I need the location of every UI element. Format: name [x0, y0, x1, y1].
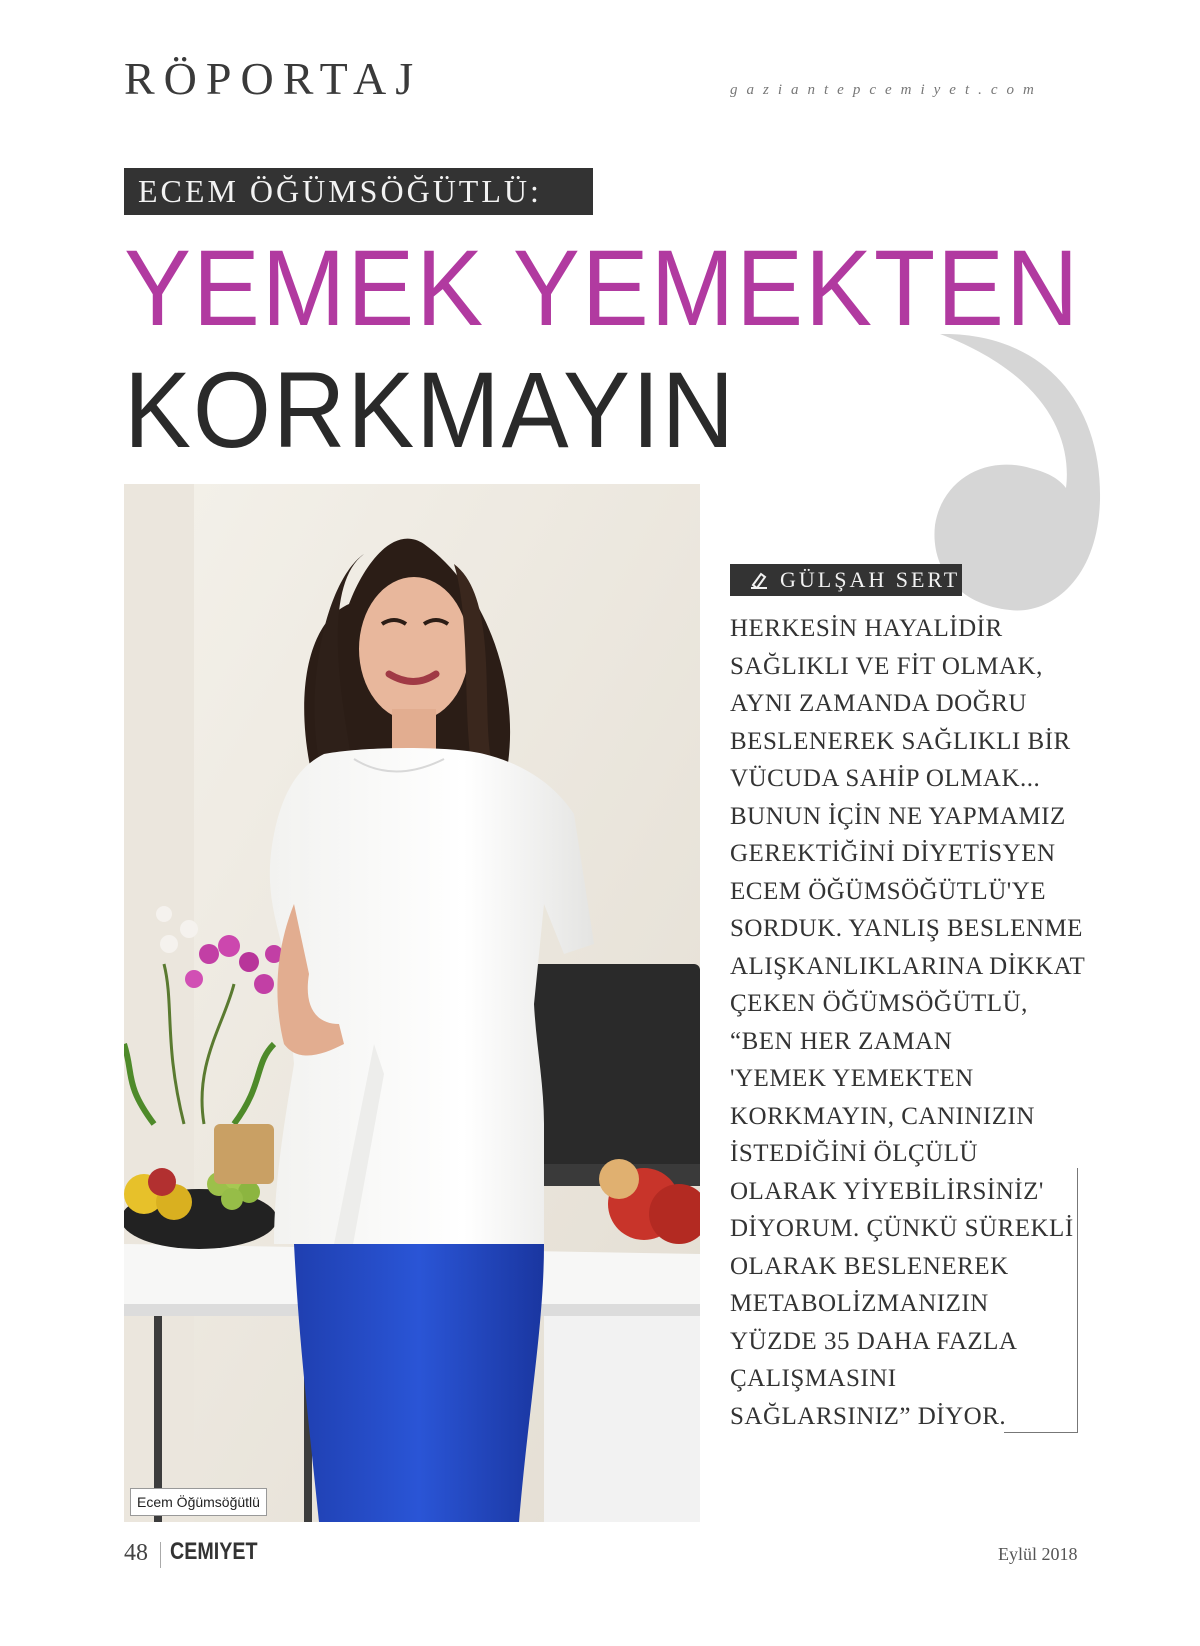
intro-line: GEREKTİĞİNİ DİYETİSYEN	[730, 840, 1056, 867]
pen-icon	[750, 571, 768, 589]
intro-line: SORDUK. YANLIŞ BESLENME	[730, 915, 1083, 942]
intro-line: YÜZDE 35 DAHA FAZLA	[730, 1327, 1018, 1355]
intro-line: ECEM ÖĞÜMSÖĞÜTLÜ'YE	[730, 877, 1047, 905]
intro-line: OLARAK YİYEBİLİRSİNİZ'	[730, 1177, 1044, 1205]
intro-line: KORKMAYIN, CANINIZIN	[730, 1102, 1035, 1130]
magazine-name: CEMIYET	[170, 1538, 258, 1565]
website-url[interactable]: gaziantepcemiyet.com	[730, 82, 1043, 98]
intro-line: BUNUN İÇİN NE YAPMAMIZ	[730, 802, 1066, 830]
portrait-illustration	[124, 484, 700, 1522]
portrait-photo	[124, 484, 700, 1522]
interviewee-name-banner: ECEM ÖĞÜMSÖĞÜTLÜ:	[124, 168, 593, 215]
article-intro	[730, 610, 1090, 1435]
section-label: RÖPORTAJ	[124, 53, 423, 104]
author-name: GÜLŞAH SERT	[780, 567, 961, 592]
intro-line: DİYORUM. ÇÜNKÜ SÜREKLİ	[730, 1215, 1074, 1242]
intro-line: ÇEKEN ÖĞÜMSÖĞÜTLÜ,	[730, 990, 1028, 1017]
intro-line: AYNI ZAMANDA DOĞRU	[730, 690, 1027, 717]
headline-line-1: YEMEK YEMEKTEN	[124, 227, 1081, 348]
issue-date: Eylül 2018	[998, 1544, 1078, 1564]
intro-line: OLARAK BESLENEREK	[730, 1252, 1009, 1280]
intro-line: SAĞLIKLI VE FİT OLMAK,	[730, 652, 1043, 680]
intro-line: “BEN HER ZAMAN	[730, 1027, 953, 1055]
author-byline	[730, 564, 962, 596]
intro-line: ÇALIŞMASINI	[730, 1365, 897, 1392]
intro-bracket-horizontal	[1004, 1432, 1078, 1433]
intro-line: HERKESİN HAYALİDİR	[730, 615, 1003, 642]
intro-line: VÜCUDA SAHİP OLMAK...	[730, 765, 1041, 792]
intro-line: BESLENEREK SAĞLIKLI BİR	[730, 727, 1071, 755]
page-number: 48	[124, 1540, 148, 1566]
intro-line: SAĞLARSINIZ” DİYOR.	[730, 1402, 1007, 1430]
intro-bracket-vertical	[1077, 1168, 1078, 1432]
intro-line: 'YEMEK YEMEKTEN	[730, 1065, 974, 1092]
footer-divider	[160, 1542, 161, 1568]
photo-caption: Ecem Öğümsöğütlü	[130, 1488, 267, 1516]
headline-line-2: KORKMAYIN	[124, 349, 737, 470]
intro-line: METABOLİZMANIZIN	[730, 1290, 989, 1317]
intro-line: ALIŞKANLIKLARINA DİKKAT	[730, 952, 1086, 980]
intro-line: İSTEDİĞİNİ ÖLÇÜLÜ	[730, 1140, 979, 1167]
